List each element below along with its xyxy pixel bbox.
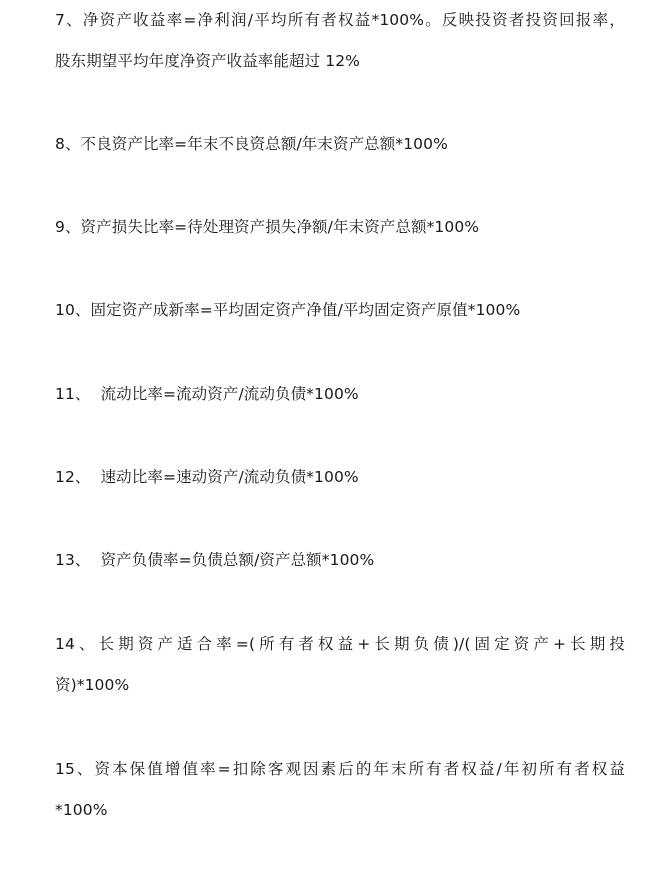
- item-14-line-1: 14、长期资产适合率=(所有者权益+长期负债)/(固定资产+长期投: [55, 635, 625, 653]
- item-12-line: 12、 速动比率=速动资产/流动负债*100%: [55, 468, 359, 486]
- item-10-line: 10、固定资产成新率=平均固定资产净值/平均固定资产原值*100%: [55, 301, 521, 319]
- item-14-line-2: 资)*100%: [55, 676, 130, 694]
- item-7-line-2: 股东期望平均年度净资产收益率能超过 12%: [55, 52, 360, 70]
- item-9-line: 9、资产损失比率=待处理资产损失净额/年末资产总额*100%: [55, 218, 480, 236]
- item-13-line: 13、 资产负债率=负债总额/资产总额*100%: [55, 551, 375, 569]
- item-15-line-1: 15、资本保值增值率=扣除客观因素后的年末所有者权益/年初所有者权益: [55, 760, 625, 778]
- item-8-line: 8、不良资产比率=年末不良资总额/年末资产总额*100%: [55, 135, 448, 153]
- item-11-line: 11、 流动比率=流动资产/流动负债*100%: [55, 385, 359, 403]
- item-7-line-1: 7、净资产收益率=净利润/平均所有者权益*100%。反映投资者投资回报率，: [55, 11, 625, 29]
- item-15-line-2: *100%: [55, 801, 108, 819]
